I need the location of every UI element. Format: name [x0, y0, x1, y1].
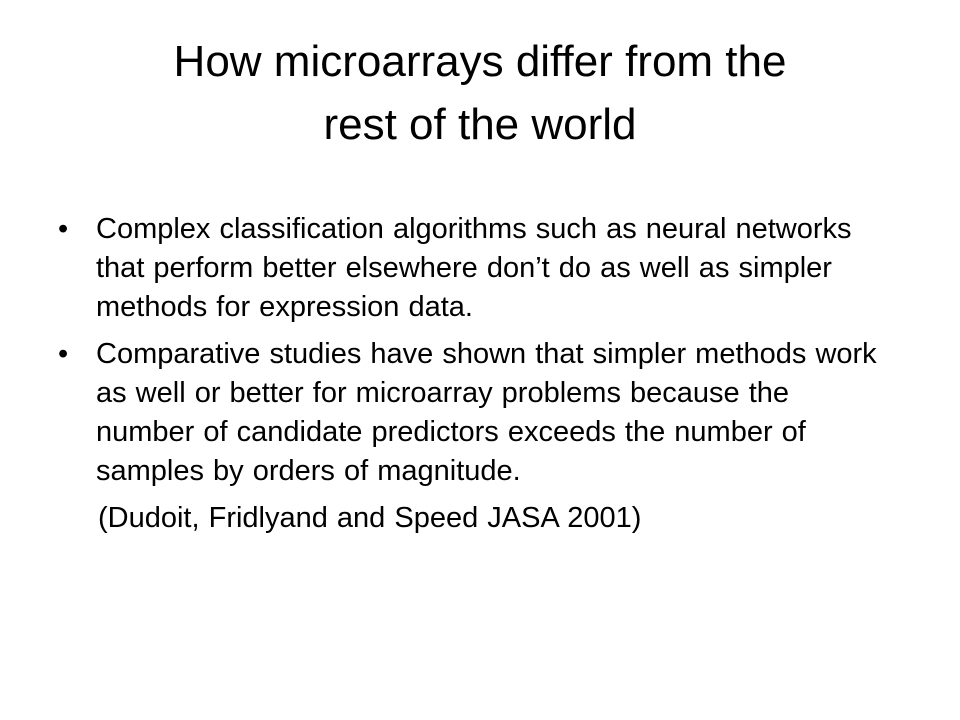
bullet-marker: • [58, 213, 69, 245]
title-line-2: rest of the world [323, 100, 637, 149]
bullet-text: Complex classification algorithms such as neural networks that perform better elsewhere don’t do as well as simpler methods for expression data. [96, 213, 852, 323]
title-line-1: How microarrays differ from the [173, 37, 787, 86]
bullet-list [58, 210, 878, 491]
slide-title [40, 30, 920, 156]
bullet-item [58, 335, 878, 491]
citation: (Dudoit, Fridlyand and Speed JASA 2001) [98, 502, 642, 534]
slide-body [58, 210, 878, 538]
bullet-marker: • [58, 338, 69, 370]
bullet-item [58, 210, 878, 327]
bullet-text: Comparative studies have shown that simpler methods work as well or better for microarray problems because the number of candidate predictors exceeds the number of samples by orders of magnitude. [96, 338, 877, 487]
